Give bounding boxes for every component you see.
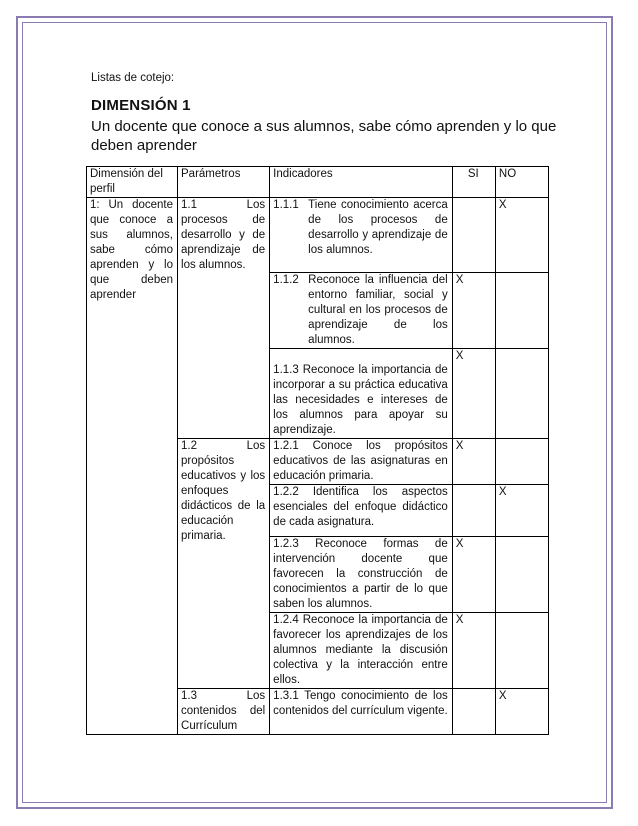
indicador-number: 1.1.1 <box>273 199 299 211</box>
indicador-number: 1.1.2 <box>273 274 299 286</box>
si-mark <box>452 198 495 273</box>
indicador-cell <box>270 485 453 537</box>
checklist-table <box>86 166 549 735</box>
header-indicadores: Indicadores <box>270 167 453 198</box>
parametro-1-1: 1.1 Los procesos de desarrollo y de aprendizaje de los alumnos. <box>178 198 270 439</box>
indicador-cell <box>270 273 453 349</box>
parametro-1-2: 1.2 Los propósitos educativos y los enfoques didácticos de la educación primaria. <box>178 439 270 689</box>
no-mark <box>495 613 548 689</box>
dimension-title: DIMENSIÓN 1 <box>91 97 191 114</box>
header-si: SI <box>452 167 495 198</box>
si-mark <box>452 485 495 537</box>
indicador-text: 1.2.1 Conoce los propósitos educativos de las asignaturas en educación primaria. <box>273 440 448 482</box>
indicador-text: Reconoce la influencia del entorno familiar, social y cultural en los procesos de aprendizaje de los alumnos. <box>308 274 448 346</box>
header-no: NO <box>495 167 548 198</box>
si-mark: X <box>452 439 495 485</box>
indicador-cell <box>270 689 453 735</box>
si-mark <box>452 689 495 735</box>
indicador-cell <box>270 439 453 485</box>
indicador-cell <box>270 198 453 273</box>
dimension-subtitle: Un docente que conoce a sus alumnos, sabe cómo aprenden y lo que deben aprender <box>91 118 557 154</box>
no-mark <box>495 439 548 485</box>
si-mark: X <box>452 537 495 613</box>
indicador-text: 1.2.3 Reconoce formas de intervención docente que favorecen la construcción de conocimientos a partir de lo que saben los alumnos. <box>273 538 448 610</box>
indicador-text: 1.2.2 Identifica los aspectos esenciales del enfoque didáctico de cada asignatura. <box>273 486 448 528</box>
si-mark: X <box>452 273 495 349</box>
si-mark: X <box>452 349 495 439</box>
table-row <box>87 198 549 273</box>
table-header-row <box>87 167 549 198</box>
indicador-cell <box>270 349 453 439</box>
indicador-text: 1.1.3 Reconoce la importancia de incorporar a su práctica educativa las necesidades e intereses de los alumnos para apoyar su aprendizaje. <box>273 364 448 436</box>
indicador-text: 1.2.4 Reconoce la importancia de favorecer los aprendizajes de los alumnos mediante la discusión colectiva y la interacción entre ellos. <box>273 614 448 686</box>
caption: Listas de cotejo: <box>91 72 175 84</box>
no-mark: X <box>495 198 548 273</box>
header-parametros: Parámetros <box>178 167 270 198</box>
indicador-cell <box>270 537 453 613</box>
no-mark <box>495 349 548 439</box>
si-mark: X <box>452 613 495 689</box>
indicador-text: Tiene conocimiento acerca de los procesos de desarrollo y aprendizaje de los alumnos. <box>308 199 448 256</box>
indicador-cell <box>270 613 453 689</box>
parametro-1-3: 1.3 Los contenidos del Currículum <box>178 689 270 735</box>
header-dimension: Dimensión del perfil <box>87 167 178 198</box>
dimension-cell: 1: Un docente que conoce a sus alumnos, sabe cómo aprenden y lo que deben aprender <box>87 198 178 735</box>
no-mark: X <box>495 689 548 735</box>
indicador-text: 1.3.1 Tengo conocimiento de los contenidos del currículum vigente. <box>273 690 448 717</box>
no-mark <box>495 537 548 613</box>
no-mark: X <box>495 485 548 537</box>
no-mark <box>495 273 548 349</box>
